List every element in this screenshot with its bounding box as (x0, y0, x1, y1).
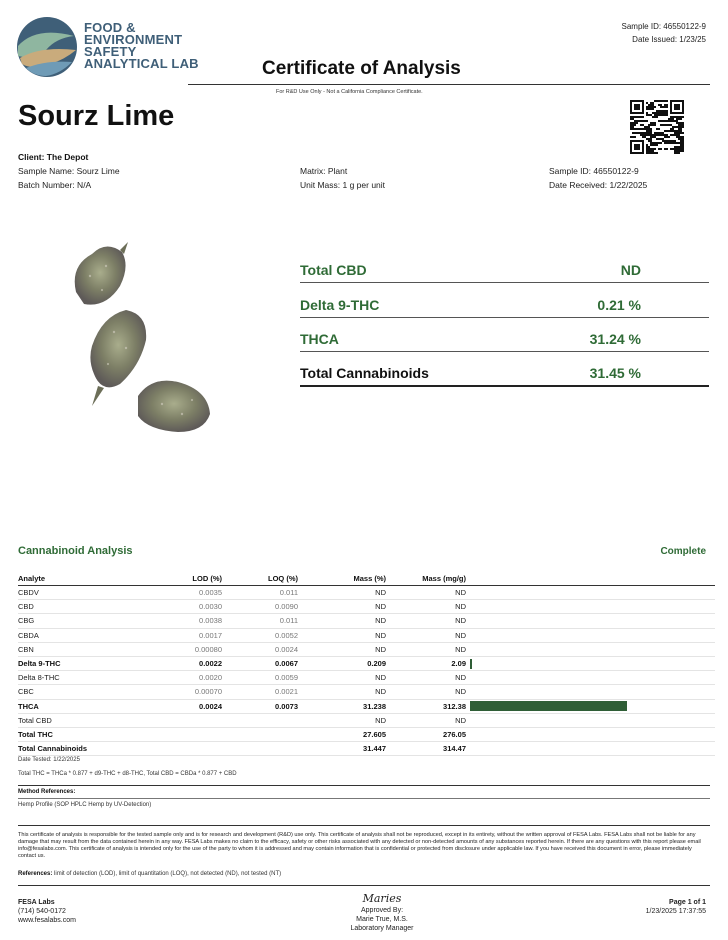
cell-mass-mg: ND (386, 685, 466, 699)
table-row (18, 642, 715, 656)
table-header-row (18, 572, 715, 586)
header-date-issued: Date Issued: 1/23/25 (632, 35, 706, 44)
company-name: FESA Labs (18, 899, 55, 906)
summary-row (300, 317, 709, 352)
cell-loq: 0.011 (222, 614, 298, 628)
cell-loq: 0.0073 (222, 699, 298, 713)
cell-mass-mg: ND (386, 642, 466, 656)
cell-bar (466, 699, 715, 713)
cell-lod: 0.0020 (168, 671, 222, 685)
cell-mass-mg: ND (386, 586, 466, 600)
cell-mass-pct: 31.238 (298, 699, 386, 713)
cell-analyte: CBDA (18, 628, 168, 642)
summary-value: 31.45 % (589, 365, 641, 381)
footer-timestamp: 1/23/2025 17:37:55 (645, 908, 706, 915)
sample-title: Sourz Lime (18, 100, 175, 132)
table-row (18, 699, 715, 713)
section-title: Cannabinoid Analysis (18, 545, 133, 557)
cell-bar (466, 628, 715, 642)
cell-lod: 0.00070 (168, 685, 222, 699)
signature: Maries (362, 892, 402, 905)
table-row (18, 685, 715, 699)
cell-loq: 0.0059 (222, 671, 298, 685)
unit-mass: Unit Mass: 1 g per unit (300, 180, 386, 190)
lab-name-line: FOOD & (84, 20, 136, 35)
table-row (18, 586, 715, 600)
sample-info-mid (300, 164, 385, 192)
summary-row-total (300, 351, 709, 387)
col-header-bar (466, 572, 715, 586)
table-row (18, 628, 715, 642)
cell-loq: 0.0067 (222, 656, 298, 670)
cell-loq (222, 727, 298, 741)
cell-bar (466, 727, 715, 741)
cell-mass-pct: ND (298, 713, 386, 727)
date-received: Date Received: 1/22/2025 (549, 180, 648, 190)
product-photo (62, 236, 222, 442)
footer-approval (332, 892, 432, 933)
table-row (18, 742, 715, 756)
cell-loq: 0.0021 (222, 685, 298, 699)
cell-lod: 0.0022 (168, 656, 222, 670)
cell-loq: 0.0052 (222, 628, 298, 642)
summary-value: 31.24 % (589, 331, 641, 347)
col-header: LOD (%) (168, 572, 222, 586)
approver-role: Laboratory Manager (350, 925, 414, 932)
qr-code[interactable] (630, 100, 684, 154)
divider (18, 798, 710, 799)
mass-bar (470, 659, 472, 669)
cell-bar (466, 671, 715, 685)
cell-lod (168, 727, 222, 741)
cell-mass-pct: 27.605 (298, 727, 386, 741)
cell-mass-pct: ND (298, 671, 386, 685)
summary-value: ND (620, 262, 641, 278)
cell-lod: 0.0035 (168, 586, 222, 600)
lab-logo (16, 16, 78, 78)
cell-mass-mg: ND (386, 713, 466, 727)
bud-image (75, 242, 210, 432)
divider (18, 785, 710, 786)
cell-mass-mg: 314.47 (386, 742, 466, 756)
document-title: Certificate of Analysis (262, 58, 461, 79)
cell-analyte: CBD (18, 600, 168, 614)
cell-bar (466, 713, 715, 727)
cell-lod: 0.0017 (168, 628, 222, 642)
cell-analyte: Total CBD (18, 713, 168, 727)
col-header: Mass (mg/g) (386, 572, 466, 586)
cell-mass-pct: ND (298, 614, 386, 628)
lab-name-line: ANALYTICAL LAB (84, 56, 199, 71)
cell-mass-mg: 2.09 (386, 656, 466, 670)
approved-by: Approved By: (360, 907, 404, 914)
cell-bar (466, 685, 715, 699)
cell-lod: 0.00080 (168, 642, 222, 656)
footer-company (18, 898, 76, 925)
cell-mass-mg: ND (386, 671, 466, 685)
cell-analyte: Delta 8-THC (18, 671, 168, 685)
table-row (18, 713, 715, 727)
cell-analyte: Total Cannabinoids (18, 742, 168, 756)
cell-loq (222, 742, 298, 756)
cell-lod: 0.0024 (168, 699, 222, 713)
cell-mass-pct: 0.209 (298, 656, 386, 670)
summary-value: 0.21 % (597, 297, 641, 313)
cell-mass-mg: ND (386, 600, 466, 614)
legal-text: This certificate of analysis is responsible for the tested sample only and is for research and development (R&D) use only. This certificate of analysis shall not be reproduced, except in its entirety, without the written approval of FESA Labs. FESA Labs shall not be liable for any damage that may result from the data contained herein in any way. FESA Labs makes no claim to the efficacy, safety or other risks associated with any detected or non-detected amounts of any substances reported herein. If there are any questions with this report please email info@fesalabs.com. This certificate of analysis is intended only for the use of the party to whom it is addressed and may contain information that is confidential or protected from disclosure under applicable law. If you have received this document in error, please immediately contact us. (18, 832, 701, 859)
col-header: LOQ (%) (222, 572, 298, 586)
col-header: Analyte (18, 572, 168, 586)
summary-label: Total Cannabinoids (300, 365, 429, 381)
cell-analyte: CBN (18, 642, 168, 656)
cell-analyte: Total THC (18, 727, 168, 741)
title-divider (188, 84, 710, 85)
company-phone: (714) 540-0172 (18, 908, 66, 915)
cell-analyte: THCA (18, 699, 168, 713)
cell-lod (168, 713, 222, 727)
cell-loq: 0.0024 (222, 642, 298, 656)
references-label: References: (18, 871, 53, 877)
cell-bar (466, 642, 715, 656)
status-badge: Complete (660, 546, 706, 557)
lab-name-line: ENVIRONMENT (84, 32, 183, 47)
cell-mass-pct: ND (298, 685, 386, 699)
divider (18, 825, 710, 826)
lab-name-line: SAFETY (84, 44, 137, 59)
sample-name: Sample Name: Sourz Lime (18, 166, 120, 176)
matrix: Matrix: Plant (300, 166, 348, 176)
date-tested: Date Tested: 1/22/2025 (18, 757, 80, 763)
cell-analyte: CBC (18, 685, 168, 699)
cell-loq: 0.011 (222, 586, 298, 600)
formula-note: Total THC = THCa * 0.877 + d9-THC + d8-THC, Total CBD = CBDa * 0.877 + CBD (18, 771, 237, 777)
divider (18, 885, 710, 886)
cell-mass-pct: ND (298, 586, 386, 600)
cell-mass-mg: 312.38 (386, 699, 466, 713)
cell-bar (466, 742, 715, 756)
cell-analyte: CBDV (18, 586, 168, 600)
mass-bar (470, 701, 627, 711)
cell-mass-pct: 31.447 (298, 742, 386, 756)
references-text: limit of detection (LOD), limit of quantitation (LOQ), not detected (ND), not tested (NT) (52, 871, 282, 877)
cell-loq: 0.0090 (222, 600, 298, 614)
header-sample-id: Sample ID: 46550122-9 (621, 22, 706, 31)
cell-mass-pct: ND (298, 642, 386, 656)
batch-number: Batch Number: N/A (18, 180, 92, 190)
summary-row (300, 283, 709, 318)
cell-mass-pct: ND (298, 600, 386, 614)
sample-info-right (549, 164, 647, 192)
sample-id: Sample ID: 46550122-9 (549, 166, 639, 176)
cell-mass-pct: ND (298, 628, 386, 642)
summary-label: Delta 9-THC (300, 297, 380, 313)
sample-info-left (18, 150, 120, 192)
table-row (18, 656, 715, 670)
cell-bar (466, 614, 715, 628)
table-row (18, 671, 715, 685)
summary-row (300, 248, 709, 283)
summary-label: THCA (300, 331, 339, 347)
disclaimer: For R&D Use Only - Not a California Compliance Certificate. (276, 89, 423, 95)
cell-mass-mg: ND (386, 614, 466, 628)
page-number: Page 1 of 1 (669, 899, 706, 906)
header-meta (622, 20, 707, 46)
cell-analyte: Delta 9-THC (18, 656, 168, 670)
cell-lod: 0.0030 (168, 600, 222, 614)
cell-analyte: CBG (18, 614, 168, 628)
cell-bar (466, 656, 715, 670)
table-row (18, 614, 715, 628)
summary-label: Total CBD (300, 262, 367, 278)
company-website[interactable]: www.fesalabs.com (18, 917, 76, 924)
approver-name: Marie True, M.S. (356, 916, 408, 923)
table-row (18, 600, 715, 614)
footer-page (646, 898, 706, 916)
cell-mass-mg: 276.05 (386, 727, 466, 741)
lab-name (84, 22, 199, 70)
client: Client: The Depot (18, 152, 89, 162)
cell-loq (222, 713, 298, 727)
cell-mass-mg: ND (386, 628, 466, 642)
cell-bar (466, 586, 715, 600)
method-text: Hemp Profile (SOP HPLC Hemp by UV-Detection) (18, 802, 152, 808)
method-title: Method References: (18, 789, 76, 795)
cannabinoid-table (18, 572, 715, 756)
col-header: Mass (%) (298, 572, 386, 586)
cell-lod: 0.0038 (168, 614, 222, 628)
cell-lod (168, 742, 222, 756)
cell-bar (466, 600, 715, 614)
references (18, 871, 281, 877)
table-row (18, 727, 715, 741)
